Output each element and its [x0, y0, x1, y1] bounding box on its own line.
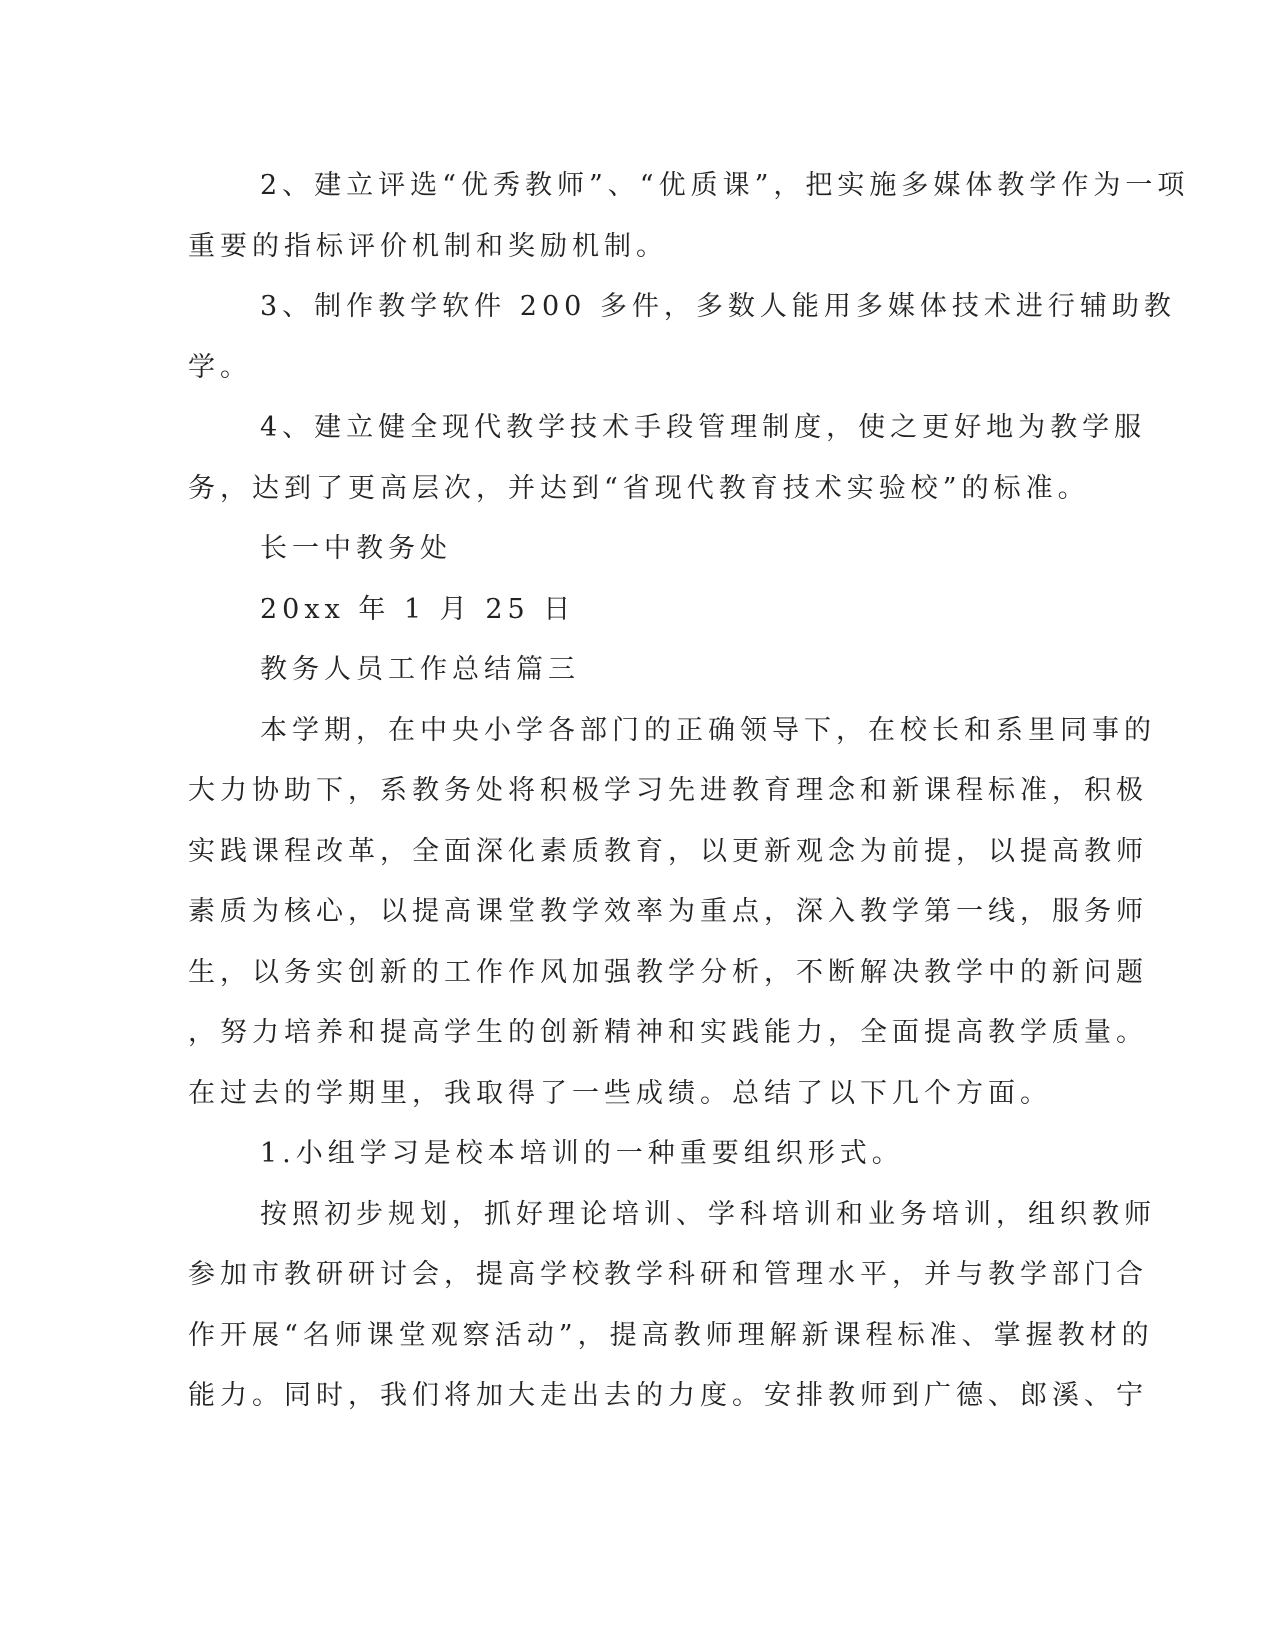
text-line: 素质为核心，以提高课堂教学效率为重点，深入教学第一线，服务师 [188, 896, 1148, 927]
document-body [188, 156, 1190, 1427]
section-heading: 教务人员工作总结篇三 [260, 654, 580, 685]
text-line: 大力协助下，系教务处将积极学习先进教育理念和新课程标准，积极 [188, 775, 1148, 806]
signature-date: 20xx 年 1 月 25 日 [260, 593, 576, 625]
text-line: 生，以务实创新的工作作风加强教学分析，不断解决教学中的新问题 [188, 956, 1148, 988]
text-line: 能力。同时，我们将加大走出去的力度。安排教师到广德、郎溪、宁 [188, 1380, 1148, 1411]
text-line: 重要的指标评价机制和奖励机制。 [188, 230, 668, 262]
text-line: 4、建立健全现代教学技术手段管理制度，使之更好地为教学服 [260, 412, 1147, 443]
text-line: 本学期，在中央小学各部门的正确领导下，在校长和系里同事的 [260, 714, 1156, 746]
text-line: 2、建立评选“优秀教师”、“优质课”，把实施多媒体教学作为一项 [260, 170, 1190, 201]
text-line: 作开展“名师课堂观察活动”，提高教师理解新课程标准、掌握教材的 [188, 1319, 1154, 1351]
text-line: 学。 [188, 351, 252, 383]
text-line: 在过去的学期里，我取得了一些成绩。总结了以下几个方面。 [188, 1077, 1052, 1109]
text-line: 参加市教研研讨会，提高学校教学科研和管理水平，并与教学部门合 [188, 1259, 1148, 1290]
text-line: ，努力培养和提高学生的创新精神和实践能力，全面提高教学质量。 [188, 1017, 1148, 1048]
text-line: 3、制作教学软件 200 多件，多数人能用多媒体技术进行辅助教 [260, 291, 1176, 322]
text-line: 按照初步规划，抓好理论培训、学科培训和业务培训，组织教师 [260, 1198, 1156, 1230]
text-line: 务，达到了更高层次，并达到“省现代教育技术实验校”的标准。 [188, 472, 1090, 504]
text-line: 实践课程改革，全面深化素质教育，以更新观念为前提，以提高教师 [188, 835, 1148, 867]
text-line: 1.小组学习是校本培训的一种重要组织形式。 [260, 1138, 904, 1169]
signature-organization: 长一中教务处 [260, 533, 452, 564]
